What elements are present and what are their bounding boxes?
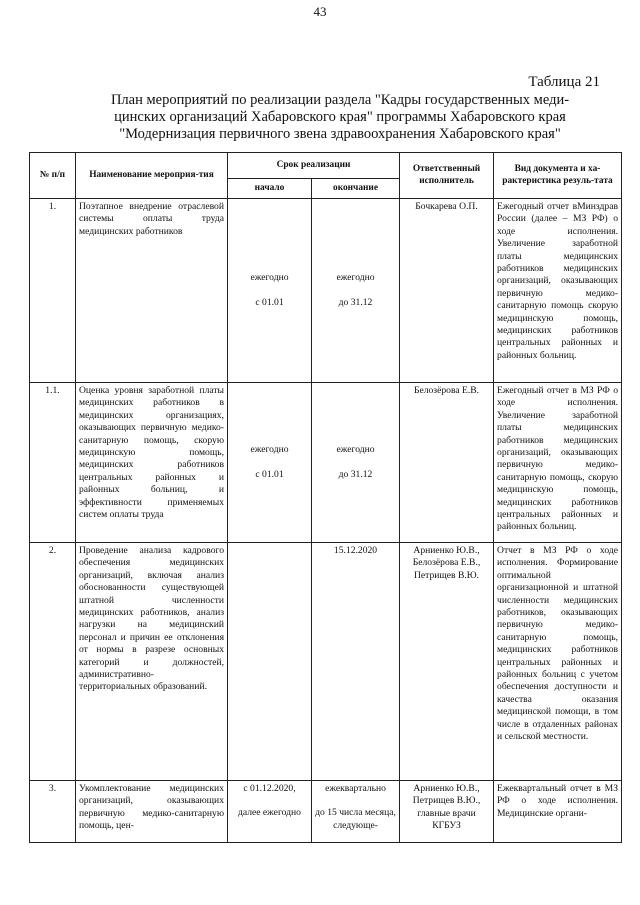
row-number: 1. <box>30 199 76 383</box>
table-label: Таблица 21 <box>528 74 600 90</box>
row-responsible: Арниенко Ю.В., Петрищев В.Ю., главные врачи КГБУЗ <box>400 781 494 843</box>
start-line: с 01.01 <box>255 468 284 480</box>
row-doc: Ежеквартальный отчет в МЗ РФ о ходе исполнения. Медицинские органи- <box>494 781 622 843</box>
row-name: Проведение анализа кадрового обеспечения медицинских организаций, включая анализ обоснованности существующей штатной численности медицинских работников, анализ нагрузки на медицинский персонал и причин ее отклонения от нормы в разрезе основных категорий и должностей, административно-территориальных образований. <box>76 543 228 781</box>
start-line: ежегодно <box>250 444 289 456</box>
header-doc: Вид документа и ха-рактеристика резуль-тата <box>494 153 622 199</box>
header-name: Наименование мероприя-тия <box>76 153 228 199</box>
document-title <box>60 92 620 143</box>
row-start <box>228 383 312 543</box>
end-line: ежегодно <box>336 272 375 284</box>
table-row <box>30 781 622 843</box>
title-line: "Модернизация первичного звена здравоохранения Хабаровского края" <box>119 126 561 142</box>
row-number: 1.1. <box>30 383 76 543</box>
row-number: 3. <box>30 781 76 843</box>
measures-table <box>29 152 622 843</box>
table-row <box>30 199 622 383</box>
end-line: ежегодно <box>336 444 375 456</box>
page-number: 43 <box>313 4 327 19</box>
row-start <box>228 543 312 781</box>
table-row <box>30 543 622 781</box>
row-end <box>312 199 400 383</box>
row-responsible: Арниенко Ю.В., Белозёрова Е.В., Петрищев В.Ю. <box>400 543 494 781</box>
header-start: начало <box>228 179 312 199</box>
row-doc: Ежегодный отчет в МЗ РФ о ходе исполнения. Увеличение заработной платы медицинских работников медицинских организаций, оказывающих первичную медико-санитарную помощь, скорую медицинскую помощь, медицинских работников центральных районных и районных больниц. <box>494 383 622 543</box>
end-line: до 15 числа месяца, следующе- <box>315 807 396 831</box>
end-line: до 31.12 <box>338 296 373 308</box>
row-end: 15.12.2020 <box>312 543 400 781</box>
start-line: далее ежегодно <box>238 807 301 819</box>
row-start <box>228 199 312 383</box>
row-name: Поэтапное внедрение отраслевой системы оплаты труда медицинских работников <box>76 199 228 383</box>
end-line: ежеквартально <box>325 783 386 794</box>
row-responsible: Бочкарева О.П. <box>400 199 494 383</box>
row-doc: Отчет в МЗ РФ о ходе исполнения. Формирование оптимальной организационной и штатной численности медицинских работников, оказывающих первичную медико-санитарную помощь, медицинских работников центральных районных и районных больниц с учетом обеспечения доступности и качества оказания медицинской помощи, в том числе в отдаленных районах и сельской местности. <box>494 543 622 781</box>
header-responsible: Ответственный исполнитель <box>400 153 494 199</box>
row-end <box>312 781 400 843</box>
title-line: План мероприятий по реализации раздела "Кадры государственных меди- <box>110 92 570 108</box>
row-name: Оценка уровня заработной платы медицинских работников в медицинских организациях, оказывающих первичную медико-санитарную помощь, скорую медицинскую помощь, медицинских работников центральных районных и районных больниц, и эффективности применяемых систем оплаты труда <box>76 383 228 543</box>
row-end <box>312 383 400 543</box>
table-row <box>30 383 622 543</box>
row-name: Укомплектование медицинских организаций, оказывающих первичную медико-санитарную помощь, цен- <box>76 781 228 843</box>
start-line: с 01.01 <box>255 296 284 308</box>
header-end: окончание <box>312 179 400 199</box>
row-responsible: Белозёрова Е.В. <box>400 383 494 543</box>
end-line: до 31.12 <box>338 468 373 480</box>
start-line: с 01.12.2020, <box>243 783 296 794</box>
row-number: 2. <box>30 543 76 781</box>
title-line: цинских организаций Хабаровского края" программы Хабаровского края <box>114 109 566 125</box>
start-line: ежегодно <box>250 272 289 284</box>
row-start <box>228 781 312 843</box>
row-doc: Ежегодный отчет вМинздрав России (далее – МЗ РФ) о ходе исполнения. Увеличение заработной платы медицинских работников медицинских организаций, оказывающих первичную медико-санитарную помощь скорую медицинскую помощь, медицинских работников центральных районных и районных больниц. <box>494 199 622 383</box>
header-num: № п/п <box>30 153 76 199</box>
header-term: Срок реализации <box>228 153 400 179</box>
